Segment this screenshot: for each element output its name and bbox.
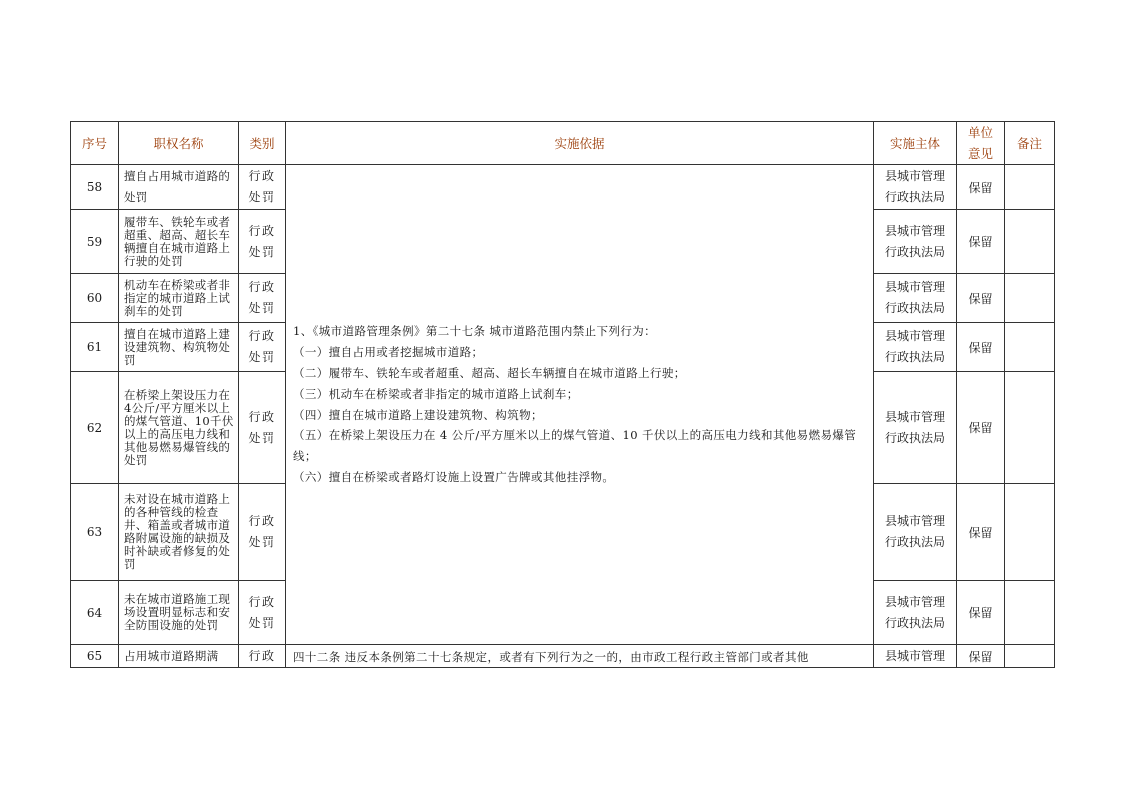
row-category-line2: 处罚 bbox=[248, 615, 276, 630]
row-org-line2: 行政执法局 bbox=[884, 190, 945, 204]
row-org-line2: 行政执法局 bbox=[884, 244, 945, 259]
row-note bbox=[1005, 372, 1055, 484]
row-category-line2: 处罚 bbox=[248, 301, 276, 315]
header-opinion-line1: 单位 bbox=[967, 125, 993, 140]
row-org bbox=[874, 165, 957, 210]
row-category-line2: 处罚 bbox=[248, 350, 276, 364]
row-opinion: 保留 bbox=[957, 210, 1005, 274]
row-org-line2: 行政执法局 bbox=[884, 535, 945, 549]
row-category-line2: 处罚 bbox=[248, 535, 276, 549]
row-note bbox=[1005, 274, 1055, 323]
row-category-line1: 行政 bbox=[248, 594, 276, 609]
row-org bbox=[874, 210, 957, 274]
row-seq: 61 bbox=[71, 323, 119, 372]
row-name: 擅自占用城市道路的处罚 bbox=[119, 165, 239, 210]
row-org-line2: 行政执法局 bbox=[884, 430, 945, 445]
header-opinion bbox=[957, 122, 1005, 165]
row-seq: 60 bbox=[71, 274, 119, 323]
row-category-line1: 行政 bbox=[248, 329, 276, 343]
header-name: 职权名称 bbox=[119, 122, 239, 165]
row-name: 在桥梁上架设压力在4公斤/平方厘米以上的煤气管道、10千伏以上的高压电力线和其他易燃易爆管线的处罚 bbox=[119, 372, 239, 484]
row-category-line1: 行政 bbox=[248, 169, 276, 183]
header-category: 类别 bbox=[239, 122, 286, 165]
row-org bbox=[874, 274, 957, 323]
basis-line: （五）在桥梁上架设压力在 4 公斤/平方厘米以上的煤气管道、10 千伏以上的高压电力线和其他易燃易爆管线； bbox=[293, 428, 857, 464]
row-basis-merged bbox=[286, 165, 874, 645]
header-opinion-line2: 意见 bbox=[967, 146, 993, 161]
row-name: 占用城市道路期满 bbox=[119, 645, 239, 668]
authority-table bbox=[70, 121, 1055, 668]
row-org-line1: 县城市管理 bbox=[884, 329, 945, 343]
table-row bbox=[71, 165, 1055, 210]
row-category bbox=[239, 581, 286, 645]
row-name: 擅自在城市道路上建设建筑物、构筑物处罚 bbox=[119, 323, 239, 372]
row-note bbox=[1005, 645, 1055, 668]
row-org: 县城市管理 bbox=[874, 645, 957, 668]
header-note: 备注 bbox=[1005, 122, 1055, 165]
row-org bbox=[874, 323, 957, 372]
row-org-line2: 行政执法局 bbox=[884, 301, 945, 315]
row-org bbox=[874, 581, 957, 645]
row-category-line2: 处罚 bbox=[248, 430, 276, 445]
row-org-line1: 县城市管理 bbox=[884, 169, 945, 183]
basis-line: （六）擅自在桥梁或者路灯设施上设置广告牌或其他挂浮物。 bbox=[293, 469, 615, 484]
basis-line: （一）擅自占用或者挖掘城市道路； bbox=[293, 345, 484, 360]
row-category bbox=[239, 323, 286, 372]
row-category-line2: 处罚 bbox=[248, 190, 276, 204]
header-basis: 实施依据 bbox=[286, 122, 874, 165]
row-org-line1: 县城市管理 bbox=[884, 280, 945, 294]
row-category bbox=[239, 165, 286, 210]
row-org-line1: 县城市管理 bbox=[884, 514, 945, 528]
row-opinion: 保留 bbox=[957, 165, 1005, 210]
row-name: 机动车在桥梁或者非指定的城市道路上试刹车的处罚 bbox=[119, 274, 239, 323]
row-name: 履带车、铁轮车或者超重、超高、超长车辆擅自在城市道路上行驶的处罚 bbox=[119, 210, 239, 274]
row-seq: 59 bbox=[71, 210, 119, 274]
row-category bbox=[239, 210, 286, 274]
header-row bbox=[71, 122, 1055, 165]
row-category-line1: 行政 bbox=[248, 223, 276, 238]
row-category-line1: 行政 bbox=[248, 514, 276, 528]
row-opinion: 保留 bbox=[957, 484, 1005, 581]
row-category bbox=[239, 274, 286, 323]
row-seq: 65 bbox=[71, 645, 119, 668]
header-seq: 序号 bbox=[71, 122, 119, 165]
row-basis: 四十二条 违反本条例第二十七条规定，或者有下列行为之一的，由市政工程行政主管部门或者其他 bbox=[286, 645, 874, 668]
row-name: 未对设在城市道路上的各种管线的检查井、箱盖或者城市道路附属设施的缺损及时补缺或者修复的处罚 bbox=[119, 484, 239, 581]
row-seq: 58 bbox=[71, 165, 119, 210]
basis-line: （三）机动车在桥梁或者非指定的城市道路上试刹车； bbox=[293, 386, 579, 401]
row-category bbox=[239, 372, 286, 484]
table-row bbox=[71, 645, 1055, 668]
row-note bbox=[1005, 581, 1055, 645]
row-opinion: 保留 bbox=[957, 274, 1005, 323]
row-category-line1: 行政 bbox=[248, 280, 276, 294]
basis-line: （二）履带车、铁轮车或者超重、超高、超长车辆擅自在城市道路上行驶； bbox=[293, 365, 686, 380]
row-opinion: 保留 bbox=[957, 645, 1005, 668]
header-org: 实施主体 bbox=[874, 122, 957, 165]
row-category-line1: 行政 bbox=[248, 409, 276, 424]
row-org bbox=[874, 372, 957, 484]
row-org-line1: 县城市管理 bbox=[884, 594, 945, 609]
row-org-line1: 县城市管理 bbox=[884, 223, 945, 238]
row-note bbox=[1005, 165, 1055, 210]
basis-line: 1、《城市道路管理条例》第二十七条 城市道路范围内禁止下列行为： bbox=[293, 324, 657, 339]
row-category-line2: 处罚 bbox=[248, 244, 276, 259]
row-opinion: 保留 bbox=[957, 581, 1005, 645]
row-seq: 62 bbox=[71, 372, 119, 484]
row-seq: 64 bbox=[71, 581, 119, 645]
basis-line: （四）擅自在城市道路上建设建筑物、构筑物； bbox=[293, 407, 543, 422]
row-org-line2: 行政执法局 bbox=[884, 615, 945, 630]
row-note bbox=[1005, 323, 1055, 372]
row-category: 行政 bbox=[239, 645, 286, 668]
row-seq: 63 bbox=[71, 484, 119, 581]
row-org-line1: 县城市管理 bbox=[884, 409, 945, 424]
row-category bbox=[239, 484, 286, 581]
row-org bbox=[874, 484, 957, 581]
row-opinion: 保留 bbox=[957, 323, 1005, 372]
row-note bbox=[1005, 210, 1055, 274]
row-opinion: 保留 bbox=[957, 372, 1005, 484]
row-name: 未在城市道路施工现场设置明显标志和安全防围设施的处罚 bbox=[119, 581, 239, 645]
row-org-line2: 行政执法局 bbox=[884, 350, 945, 364]
row-note bbox=[1005, 484, 1055, 581]
